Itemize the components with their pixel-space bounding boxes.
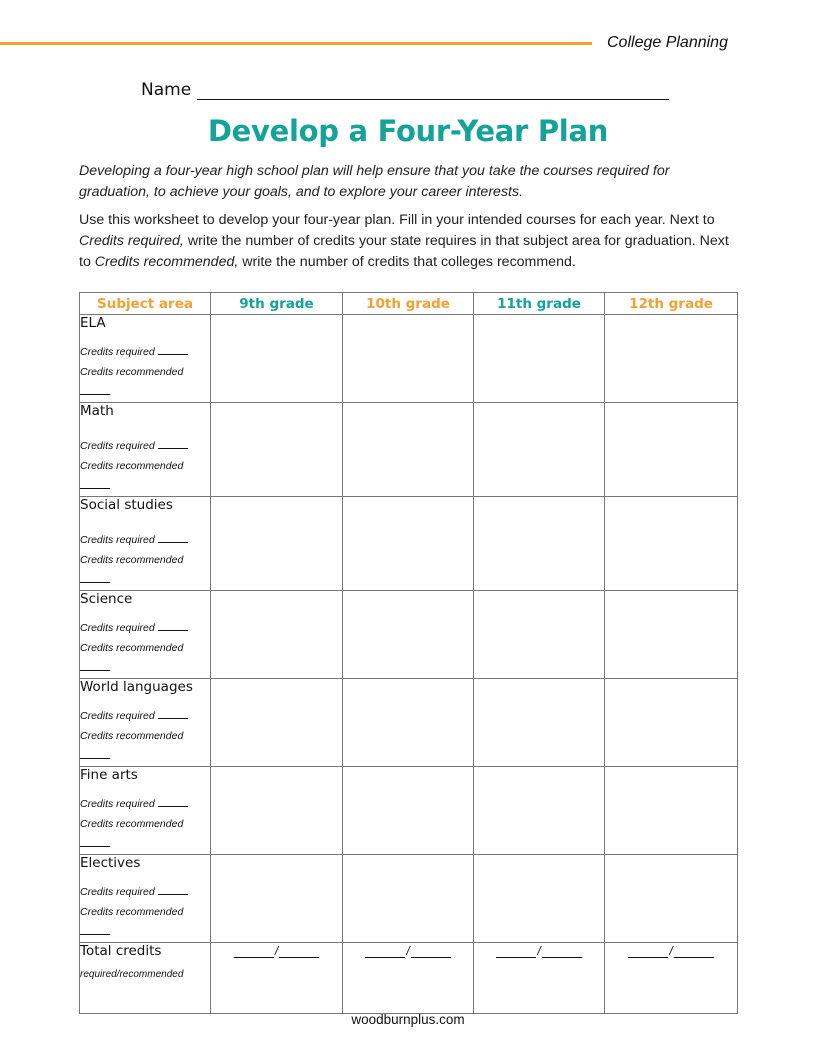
total-9th: /: [211, 943, 343, 1014]
credits-recommended: Credits recommended: [80, 902, 210, 942]
total-required-blank[interactable]: [496, 946, 536, 958]
table-header-row: [80, 293, 738, 315]
total-12th: /: [605, 943, 738, 1014]
total-required-blank[interactable]: [628, 946, 668, 958]
course-cell-9th[interactable]: [211, 591, 343, 679]
credits-recommended-blank[interactable]: [80, 573, 110, 583]
header-11th-grade: 11th grade: [474, 293, 605, 315]
subject-name: World languages: [80, 679, 193, 695]
course-cell-12th[interactable]: [605, 315, 738, 403]
table-row: [80, 403, 738, 497]
credits-recommended-blank[interactable]: [80, 661, 110, 671]
table-row: [80, 767, 738, 855]
course-cell-11th[interactable]: [474, 403, 605, 497]
subject-name: Fine arts: [80, 767, 138, 783]
footer-website: woodburnplus.com: [351, 1012, 465, 1027]
course-cell-12th[interactable]: [605, 497, 738, 591]
credits-required: Credits required: [80, 882, 210, 902]
subject-name: Social studies: [80, 497, 173, 513]
total-credits-sublabel: required/recommended: [80, 969, 184, 980]
header-subject-area: Subject area: [80, 293, 211, 315]
course-cell-12th[interactable]: [605, 767, 738, 855]
subject-name: Math: [80, 403, 114, 419]
course-cell-9th[interactable]: [211, 679, 343, 767]
course-cell-10th[interactable]: [343, 315, 474, 403]
credits-required: Credits required: [80, 530, 210, 550]
intro-paragraph: Developing a four-year high school plan will help ensure that you take the courses required for graduation, to achieve your goals, and to explore your career interests.: [79, 163, 670, 200]
total-required-blank[interactable]: [234, 946, 274, 958]
credits-required-blank[interactable]: [158, 345, 188, 355]
credits-recommended: Credits recommended: [80, 456, 210, 496]
total-credits-row: [80, 943, 738, 1014]
course-cell-12th[interactable]: [605, 403, 738, 497]
table-row: [80, 315, 738, 403]
credits-recommended: Credits recommended: [80, 638, 210, 678]
credits-required: Credits required: [80, 342, 210, 362]
credits-recommended: Credits recommended: [80, 726, 210, 766]
course-cell-11th[interactable]: [474, 767, 605, 855]
course-cell-11th[interactable]: [474, 497, 605, 591]
name-label: Name: [141, 80, 192, 100]
total-credits-cell: [80, 943, 211, 1014]
subject-name: ELA: [80, 315, 106, 331]
name-field-row: [141, 80, 669, 100]
total-required-blank[interactable]: [365, 946, 405, 958]
credits-recommended: Credits recommended: [80, 550, 210, 590]
header-accent-rule: [0, 42, 592, 45]
table-row: [80, 497, 738, 591]
instructions-emphasis-1: Credits required,: [79, 233, 184, 249]
credits-required: Credits required: [80, 706, 210, 726]
course-cell-9th[interactable]: [211, 497, 343, 591]
subject-cell: [80, 403, 211, 497]
subject-cell: [80, 497, 211, 591]
four-year-plan-table: [79, 292, 738, 1014]
course-cell-10th[interactable]: [343, 855, 474, 943]
credits-required: Credits required: [80, 794, 210, 814]
total-recommended-blank[interactable]: [411, 946, 451, 958]
instructions-text-1: Use this worksheet to develop your four-year plan. Fill in your intended courses for each year. Next to: [79, 212, 715, 228]
table-row: [80, 591, 738, 679]
instructions-text-2: write the number of credits your state requires in that subject area for graduation. Next to: [79, 233, 729, 270]
section-label: College Planning: [607, 34, 728, 51]
total-11th: /: [474, 943, 605, 1014]
course-cell-10th[interactable]: [343, 591, 474, 679]
credits-required-blank[interactable]: [158, 885, 188, 895]
course-cell-11th[interactable]: [474, 315, 605, 403]
course-cell-12th[interactable]: [605, 855, 738, 943]
course-cell-12th[interactable]: [605, 679, 738, 767]
credits-recommended: Credits recommended: [80, 362, 210, 402]
subject-cell: [80, 315, 211, 403]
credits-required-blank[interactable]: [158, 797, 188, 807]
course-cell-10th[interactable]: [343, 767, 474, 855]
course-cell-10th[interactable]: [343, 497, 474, 591]
total-recommended-blank[interactable]: [542, 946, 582, 958]
credits-required-blank[interactable]: [158, 533, 188, 543]
credits-recommended-blank[interactable]: [80, 479, 110, 489]
subject-cell: [80, 855, 211, 943]
instructions-text-3: write the number of credits that colleges recommend.: [238, 254, 576, 270]
name-input-line[interactable]: [197, 82, 669, 100]
table-row: [80, 855, 738, 943]
table-row: [80, 679, 738, 767]
total-recommended-blank[interactable]: [279, 946, 319, 958]
course-cell-9th[interactable]: [211, 767, 343, 855]
subject-cell: [80, 679, 211, 767]
subject-cell: [80, 591, 211, 679]
total-credits-label: Total credits: [80, 943, 162, 959]
subject-cell: [80, 767, 211, 855]
header-10th-grade: 10th grade: [343, 293, 474, 315]
course-cell-11th[interactable]: [474, 591, 605, 679]
credits-recommended-blank[interactable]: [80, 837, 110, 847]
course-cell-10th[interactable]: [343, 679, 474, 767]
credits-recommended: Credits recommended: [80, 814, 210, 854]
credits-required: Credits required: [80, 618, 210, 638]
course-cell-9th[interactable]: [211, 315, 343, 403]
page-title: Develop a Four-Year Plan: [207, 114, 609, 148]
instructions-emphasis-2: Credits recommended,: [94, 254, 239, 270]
credits-required: Credits required: [80, 436, 210, 456]
credits-required-blank[interactable]: [158, 709, 188, 719]
header-12th-grade: 12th grade: [605, 293, 738, 315]
credits-required-blank[interactable]: [158, 439, 188, 449]
instructions-paragraph: [79, 210, 739, 273]
course-cell-11th[interactable]: [474, 855, 605, 943]
course-cell-9th[interactable]: [211, 855, 343, 943]
course-cell-9th[interactable]: [211, 403, 343, 497]
total-10th: /: [343, 943, 474, 1014]
course-cell-11th[interactable]: [474, 679, 605, 767]
credits-recommended-blank[interactable]: [80, 385, 110, 395]
header-9th-grade: 9th grade: [211, 293, 343, 315]
credits-recommended-blank[interactable]: [80, 749, 110, 759]
subject-name: Electives: [80, 855, 141, 871]
course-cell-10th[interactable]: [343, 403, 474, 497]
credits-required-blank[interactable]: [158, 621, 188, 631]
course-cell-12th[interactable]: [605, 591, 738, 679]
total-recommended-blank[interactable]: [674, 946, 714, 958]
subject-name: Science: [80, 591, 133, 607]
credits-recommended-blank[interactable]: [80, 925, 110, 935]
